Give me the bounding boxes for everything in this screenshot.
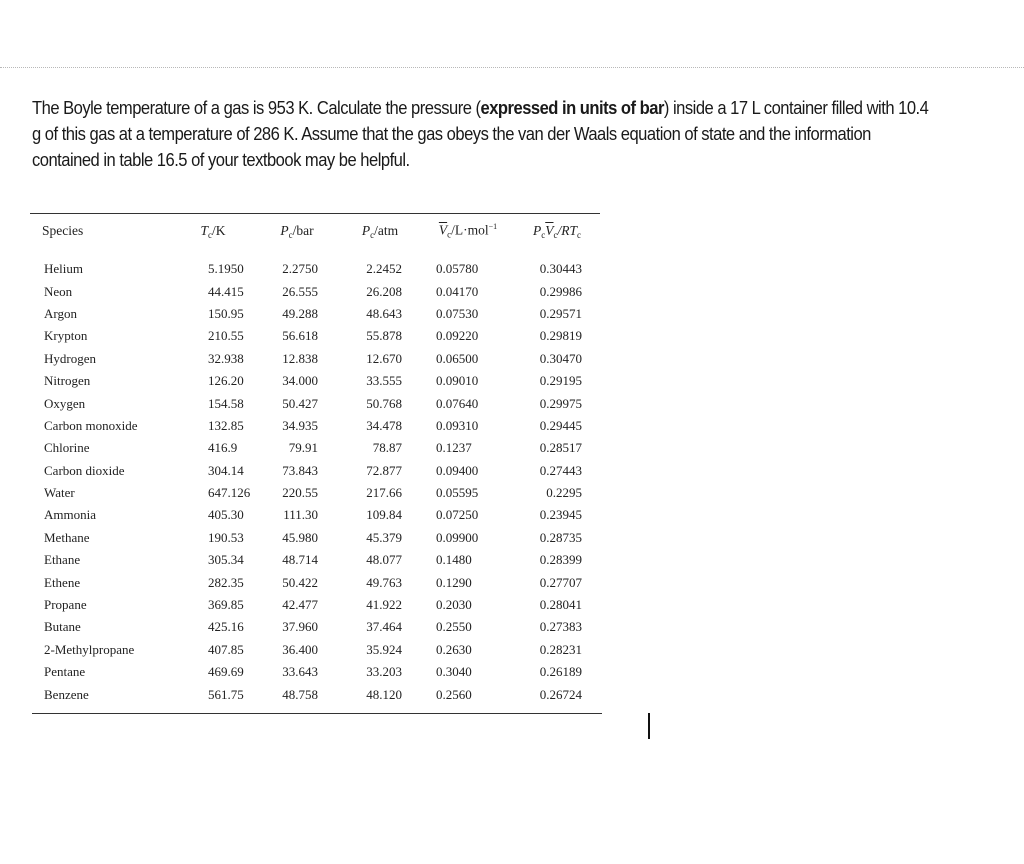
cell-species: Carbon monoxide [44,417,138,433]
cell-critical-molar-volume: 0.07640 [436,395,479,411]
cell-critical-pressure-bar: 50.427 [282,395,318,411]
cell-species: Ethene [44,574,81,590]
cell-compressibility-factor: 0.28041 [539,597,582,613]
cell-critical-temperature: 5.1950 [208,261,244,277]
cell-species: Neon [44,283,73,299]
table-row [30,392,600,414]
cell-critical-pressure-bar: 48.758 [282,686,318,702]
header-critical-temperature: $T_c/K$ [200,222,226,240]
cell-critical-temperature: 132.85 [208,417,244,433]
cell-compressibility-factor: 0.26724 [539,686,582,702]
table-row [30,325,600,347]
cell-species: Propane [44,597,87,613]
cell-critical-molar-volume: 0.1290 [436,574,472,590]
cell-critical-molar-volume: 0.2630 [436,641,472,657]
cell-critical-molar-volume: 0.3040 [436,664,472,680]
cell-critical-pressure-atm: 35.924 [366,641,402,657]
cell-critical-molar-volume: 0.1480 [436,552,472,568]
cell-critical-temperature: 647.126 [208,485,251,501]
cell-compressibility-factor: 0.29571 [539,305,582,321]
table-row [30,280,600,302]
cell-compressibility-factor: 0.28231 [539,641,582,657]
table-row [30,527,600,549]
cell-species: Butane [44,619,81,635]
cell-species: Ammonia [44,507,96,523]
cell-species: Krypton [44,328,88,344]
cell-critical-pressure-bar: 50.422 [282,574,318,590]
question-part-1: The Boyle temperature of a gas is 953 K. Calculate the pressure ( [32,98,481,118]
table-row [30,594,600,616]
cell-compressibility-factor: 0.28735 [539,529,582,545]
cell-critical-pressure-atm: 48.643 [366,305,402,321]
question-part-2: ) inside a 17 L container filled with 10.4 g of this gas at a temperature of 286 K. Assume that the gas obeys the van der Waals equation of state and the information contained in table 16.5 of your textbook may be helpful. [32,98,929,170]
cell-critical-molar-volume: 0.09310 [436,417,479,433]
cell-critical-molar-volume: 0.05595 [436,485,479,501]
cell-critical-pressure-bar: 26.555 [282,283,318,299]
cell-compressibility-factor: 0.27383 [539,619,582,635]
cell-critical-temperature: 190.53 [208,529,244,545]
cell-critical-pressure-atm: 37.464 [366,619,402,635]
table-row [30,460,600,482]
critical-constants-table [30,213,600,706]
table-row [30,549,600,571]
cell-critical-pressure-bar: 220.55 [282,485,318,501]
cell-critical-temperature: 154.58 [208,395,244,411]
cell-species: Nitrogen [44,373,91,389]
cell-critical-molar-volume: 0.07530 [436,305,479,321]
cell-critical-pressure-bar: 79.91 [288,440,318,456]
cell-critical-temperature: 305.34 [208,552,244,568]
cell-critical-pressure-bar: 37.960 [282,619,318,635]
cell-species: Benzene [44,686,89,702]
cell-critical-pressure-atm: 72.877 [366,462,402,478]
header-critical-molar-volume: $\overline{V}_c/L\cdot mol^{-1}$ [438,222,498,240]
table-row [30,661,600,683]
cell-compressibility-factor: 0.29195 [539,373,582,389]
cell-critical-temperature: 44.415 [208,283,244,299]
table-bottom-rule [32,713,602,714]
cell-species: 2-Methylpropane [44,641,135,657]
cell-species: Hydrogen [44,350,96,366]
text-cursor-icon [648,713,650,739]
cell-critical-pressure-atm: 48.077 [366,552,402,568]
cell-critical-pressure-bar: 33.643 [282,664,318,680]
cell-species: Argon [44,305,77,321]
cell-critical-pressure-bar: 34.935 [282,417,318,433]
cell-species: Carbon dioxide [44,462,125,478]
cell-compressibility-factor: 0.26189 [539,664,582,680]
cell-compressibility-factor: 0.29986 [539,283,582,299]
top-divider [0,67,1024,68]
cell-critical-pressure-bar: 42.477 [282,597,318,613]
cell-critical-molar-volume: 0.1237 [436,440,472,456]
cell-critical-pressure-atm: 2.2452 [366,261,402,277]
question-text [32,95,929,173]
cell-critical-pressure-atm: 50.768 [366,395,402,411]
cell-critical-molar-volume: 0.09010 [436,373,479,389]
cell-critical-temperature: 425.16 [208,619,244,635]
cell-critical-pressure-atm: 78.87 [372,440,402,456]
table-row [30,303,600,325]
cell-critical-pressure-atm: 48.120 [366,686,402,702]
table-row [30,482,600,504]
cell-species: Chlorine [44,440,90,456]
cell-compressibility-factor: 0.28399 [539,552,582,568]
cell-compressibility-factor: 0.2295 [546,485,582,501]
cell-critical-molar-volume: 0.2030 [436,597,472,613]
cell-critical-pressure-atm: 55.878 [366,328,402,344]
table-row [30,248,600,280]
cell-critical-pressure-bar: 48.714 [282,552,318,568]
cell-critical-pressure-atm: 34.478 [366,417,402,433]
cell-critical-temperature: 210.55 [208,328,244,344]
cell-critical-molar-volume: 0.04170 [436,283,479,299]
cell-critical-pressure-atm: 12.670 [366,350,402,366]
cell-critical-pressure-bar: 12.838 [282,350,318,366]
table-row [30,504,600,526]
cell-critical-molar-volume: 0.05780 [436,261,479,277]
cell-compressibility-factor: 0.29975 [539,395,582,411]
cell-critical-pressure-atm: 49.763 [366,574,402,590]
cell-critical-pressure-atm: 41.922 [366,597,402,613]
constants-table [30,214,600,706]
cell-critical-temperature: 369.85 [208,597,244,613]
cell-critical-pressure-bar: 36.400 [282,641,318,657]
cell-critical-molar-volume: 0.09220 [436,328,479,344]
header-critical-pressure-bar: $P_c$/bar [280,222,314,240]
table-row [30,616,600,638]
header-compressibility-factor: $P_c\overline{V}_c/RT_c$ [532,222,581,240]
cell-species: Pentane [44,664,86,680]
cell-compressibility-factor: 0.30443 [539,261,582,277]
cell-critical-temperature: 416.9 [208,440,238,456]
question-bold-emphasis: expressed in units of bar [480,98,664,118]
cell-compressibility-factor: 0.27707 [539,574,582,590]
cell-critical-temperature: 304.14 [208,462,244,478]
cell-critical-molar-volume: 0.09900 [436,529,479,545]
cell-species: Ethane [44,552,81,568]
cell-species: Oxygen [44,395,86,411]
cell-critical-pressure-bar: 73.843 [282,462,318,478]
cell-critical-pressure-atm: 33.555 [366,373,402,389]
cell-critical-molar-volume: 0.09400 [436,462,479,478]
cell-species: Helium [44,261,83,277]
cell-critical-pressure-atm: 26.208 [366,283,402,299]
cell-critical-temperature: 469.69 [208,664,244,680]
cell-critical-pressure-atm: 109.84 [366,507,402,523]
header-critical-pressure-atm: $P_c$/atm [361,222,399,240]
cell-compressibility-factor: 0.28517 [539,440,582,456]
cell-critical-temperature: 126.20 [208,373,244,389]
cell-critical-pressure-atm: 217.66 [366,485,402,501]
table-row [30,437,600,459]
table-row [30,348,600,370]
cell-critical-pressure-bar: 2.2750 [282,261,318,277]
table-row [30,415,600,437]
cell-compressibility-factor: 0.27443 [539,462,582,478]
table-row [30,571,600,593]
cell-critical-pressure-bar: 49.288 [282,305,318,321]
cell-critical-temperature: 32.938 [208,350,244,366]
table-row [30,370,600,392]
cell-compressibility-factor: 0.29819 [539,328,582,344]
cell-species: Water [44,485,75,501]
cell-critical-pressure-atm: 45.379 [366,529,402,545]
cell-critical-temperature: 407.85 [208,641,244,657]
cell-compressibility-factor: 0.30470 [539,350,582,366]
cell-critical-temperature: 282.35 [208,574,244,590]
cell-compressibility-factor: 0.23945 [539,507,582,523]
cell-critical-pressure-bar: 45.980 [282,529,318,545]
cell-critical-pressure-atm: 33.203 [366,664,402,680]
table-row [30,683,600,705]
cell-critical-pressure-bar: 111.30 [283,507,318,523]
table-row [30,639,600,661]
cell-critical-molar-volume: 0.2560 [436,686,472,702]
cell-species: Methane [44,529,90,545]
table-header-row [30,214,600,248]
cell-critical-pressure-bar: 56.618 [282,328,318,344]
cell-critical-temperature: 150.95 [208,305,244,321]
header-species: Species [42,223,84,238]
cell-critical-temperature: 405.30 [208,507,244,523]
cell-critical-molar-volume: 0.2550 [436,619,472,635]
cell-critical-temperature: 561.75 [208,686,244,702]
cell-critical-pressure-bar: 34.000 [282,373,318,389]
cell-critical-molar-volume: 0.06500 [436,350,479,366]
cell-compressibility-factor: 0.29445 [539,417,582,433]
cell-critical-molar-volume: 0.07250 [436,507,479,523]
table-body [30,248,600,706]
